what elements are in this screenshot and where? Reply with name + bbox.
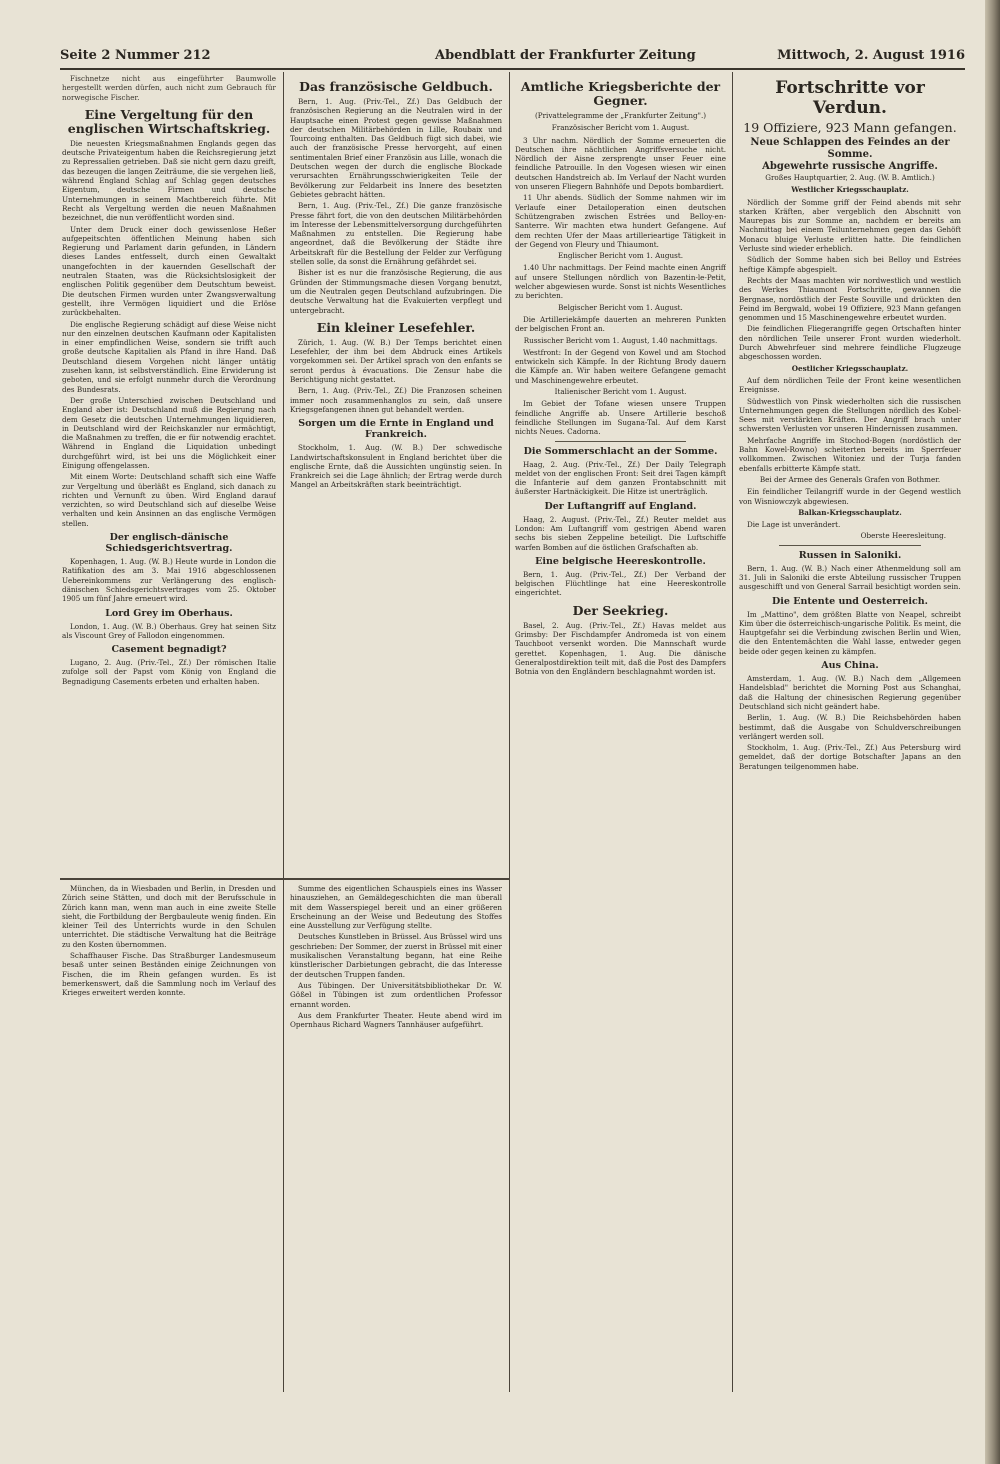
intro-text: Fischnetze nicht aus eingeführter Baumwolle hergestellt werden dürfen, auch nicht zum Gebrauch für norwegische Fischer. bbox=[62, 74, 276, 102]
column-3 bbox=[515, 74, 726, 1389]
section-heading: Westlicher Kriegsschauplatz. bbox=[791, 185, 909, 195]
article-paragraph: Im „Mattino", dem größten Blatte von Neapel, schreibt Kim über die österreichisch-ungarische Politik. Es meint, die Hauptgefahr sei die Verbindung zwischen Berlin und Wien, die den Ententemächten die Wahl lasse, entweder gegen beide oder gegen keinen zu kämpfen. bbox=[739, 609, 961, 656]
article-paragraph: Bern, 1. Aug. (Priv.-Tel., Zf.) Der Verband der belgischen Flüchtlinge hat eine Heereskontrolle eingerichtet. bbox=[515, 569, 726, 598]
section-heading: Balkan-Kriegsschauplatz. bbox=[798, 507, 902, 517]
article-paragraph: Auf dem nördlichen Teile der Front keine wesentlichen Ereignisse. bbox=[739, 375, 961, 395]
article-paragraph: Bern, 1. Aug. (W. B.) Nach einer Athenmeldung soll am 31. Juli in Saloniki die erste Abteilung russischer Truppen ausgeschifft und von General Sarrail besichtigt worden sein. bbox=[739, 563, 961, 592]
feuilleton-paragraph: Summe des eigentlichen Schauspiels eines ins Wasser hinausziehen, an Gemäldegeschichten die man überall mit dem Wasserspiegel bereit und an einer größeren Erscheinung an der Weise und Bedeutung des Stoffes eine Ausstellung zur Verfügung stellte. bbox=[290, 884, 502, 931]
article-paragraph: Amsterdam, 1. Aug. (W. B.) Nach dem „Allgemeen Handelsblad" berichtet die Morning Post aus Schanghai, daß die Haltung der chinesischen Regierung gegenüber Deutschland sich nicht geändert habe. bbox=[739, 674, 961, 711]
binding-edge bbox=[985, 0, 1000, 1464]
headline-saloniki: Russen in Saloniki. bbox=[798, 549, 902, 561]
headline-vergeltung: Eine Vergeltung für den englischen Wirtschaftskrieg. bbox=[67, 106, 271, 136]
report-heading: Englischer Bericht vom 1. August. bbox=[557, 251, 684, 261]
article-paragraph: Kopenhagen, 1. Aug. (W. B.) Heute wurde in London die Ratifikation des am 3. Mai 1916 abgeschlossenen Uebereinkommens zur Verlängerung des englisch-dänischen Schiedsgerichtsvertrages vom 25. Oktober 1905 um fünf Jahre erneuert wird. bbox=[62, 557, 276, 604]
column-1 bbox=[62, 74, 276, 874]
section-heading: Bei der Armee des Generals Grafen von Bothmer. bbox=[759, 474, 941, 484]
article-paragraph: 11 Uhr abends. Südlich der Somme nahmen wir im Verlaufe einer Detailoperation einen deutschen Schützengraben zwischen Estrées und Belloy-en-Santerre. Wir machten etwa hundert Gefangene. Auf dem rechten Ufer der Maas artillerieartige Tätigkeit in der Gegend von Fleury und Thiaumont. bbox=[515, 193, 726, 249]
headline-lord-grey: Lord Grey im Oberhaus. bbox=[105, 607, 233, 619]
article-paragraph: Haag, 2. Aug. (Priv.-Tel., Zf.) Der Daily Telegraph meldet von der englischen Front: Seit drei Tagen kämpft die Infanterie auf dem ganzen Frontabschnitt mit äußerster Hartnäckigkeit. Die Hitze ist unerträglich. bbox=[515, 459, 726, 497]
feuilleton-column-2 bbox=[290, 884, 502, 1389]
headline-gefangene: 19 Offiziere, 923 Mann gefangen. bbox=[743, 120, 957, 135]
issue-date: Mittwoch, 2. August 1916 bbox=[777, 48, 965, 63]
article-paragraph: Die neuesten Kriegsmaßnahmen Englands gegen das deutsche Privateigentum haben die Reichsregierung jetzt zu Repressalien getrieben. Daß sie nicht gern dazu greift, das bezeugen die langen Zeiträume, die sie vergehen ließ, während England Schlag auf Schlag gegen deutsches Eigentum, deutsche Firmen und deutsche Unternehmungen in seinem Machtbereich führte. Mit Recht als Vergeltung werden die neuen Maßnahmen bezeichnet, die nun veröffentlicht worden sind. bbox=[62, 138, 276, 223]
headline-sommerschlacht: Die Sommerschlacht an der Somme. bbox=[523, 445, 718, 457]
article-paragraph: Bern, 1. Aug. (Priv.-Tel., Zf.) Die ganze französische Presse fährt fort, die von den deutschen Militärbehörden im Interesse der Lebensmittelversorgung durchgeführten Maßnahmen zu entstellen. Die Regierung habe angeordnet, daß die Bevölkerung der Städte ihre Arbeitskraft für die Bestellung der Felder zur Verfügung stellen solle, da sonst die Ernährung gefährdet sei. bbox=[290, 201, 502, 267]
article-paragraph: Die feindlichen Fliegerangriffe gegen Ortschaften hinter den nördlichen Teile unserer Front wurden wiederholt. Durch Abwehrfeuer sind mehrere feindliche Flugzeuge abgeschossen worden. bbox=[739, 324, 961, 362]
article-paragraph: Mit einem Worte: Deutschland schafft sich eine Waffe zur Vergeltung und überläßt es England, sich danach zu richten und Vernunft zu üben. Wird England darauf verzichten, so wird Deutschland sich auf dieselbe Weise verhalten und kein Ansinnen an das englische Vermögen stellen. bbox=[62, 472, 276, 528]
article-paragraph: Westfront: In der Gegend von Kowel und am Stochod entwickeln sich Kämpfe. In der Richtung Brody dauern die Kämpfe an. Wir haben weitere Gefangene gemacht und Maschinengewehre erbeutet. bbox=[515, 347, 726, 385]
headline-amtliche-berichte: Amtliche Kriegsberichte der Gegner. bbox=[520, 79, 721, 108]
headline-luftangriff: Der Luftangriff auf England. bbox=[544, 500, 697, 512]
headline-seekrieg: Der Seekrieg. bbox=[572, 602, 669, 618]
article-paragraph: 1.40 Uhr nachmittags. Der Feind machte einen Angriff auf unsere Stellungen nördlich von Bazentin-le-Petit, welcher abgewiesen wurde. Sonst ist nichts Wesentliches zu berichten. bbox=[515, 263, 726, 301]
article-paragraph: Südlich der Somme haben sich bei Belloy und Estrées heftige Kämpfe abgespielt. bbox=[739, 255, 961, 274]
article-paragraph: Die Lage ist unverändert. bbox=[747, 520, 841, 530]
column-rule bbox=[732, 72, 733, 1392]
feuilleton-column-1 bbox=[62, 884, 276, 1389]
article-paragraph: Die englische Regierung schädigt auf diese Weise nicht nur den einzelnen deutschen Kaufmann oder Kapitalisten in einer empfindlichen Weise, sondern sie trifft auch große deutsche Kapitalien als Pfand in ihre Hand. Daß Deutschland diesem Vorgehen nicht länger untätig zusehen kann, ist selbstverständlich. Eine Erwiderung ist geboten, und sie erfolgt nunmehr durch die Verordnung des Bundesrats. bbox=[62, 319, 276, 394]
page-number: Seite 2 Nummer 212 bbox=[60, 48, 211, 63]
article-paragraph: Zürich, 1. Aug. (W. B.) Der Temps berichtet einen Lesefehler, der ihm bei dem Abdruck eines Artikels vorgekommen sei. Der Artikel sprach von den enfants se seront perdus à évacuations. Die Zensur habe die Berichtigung nicht gestattet. bbox=[290, 337, 502, 385]
feuilleton-paragraph: Aus Tübingen. Der Universitätsbibliothekar Dr. W. Gößel in Tübingen ist zum ordentlichen Professor ernannt worden. bbox=[290, 980, 502, 1009]
report-heading: Russischer Bericht vom 1. August, 1.40 nachmittags. bbox=[523, 335, 718, 345]
headline-abgewehrt: Abgewehrte russische Angriffe. bbox=[762, 161, 938, 172]
feuilleton-paragraph: Deutsches Kunstleben in Brüssel. Aus Brüssel wird uns geschrieben: Der Sommer, der zuerst in Brüssel mit einer musikalischen Veranstaltung begann, hat eine Reihe künstlerischer Darbietungen gebracht, die das Interesse der deutschen Truppen fanden. bbox=[290, 932, 502, 979]
dateline: Großes Hauptquartier, 2. Aug. (W. B. Amtlich.) bbox=[765, 173, 935, 182]
article-paragraph: Unter dem Druck einer doch gewissenlose Heßer aufgepeitschten öffentlichen Meinung haben sich Regierung und Parlament darin gefunden, in Ländern dieses Landes entfesselt, durch einen Gewaltakt unangefochten in der kauernden Gesellschaft der neutralen Staaten, was die Rücksichtslosigkeit der englischen Politik gegenüber dem Deutschtum beweist. Die deutschen Firmen wurden unter Zwangsverwaltung gestellt, ihre Vermögen liquidiert und die Erlöse zurückbehalten. bbox=[62, 224, 276, 318]
headline-casement: Casement begnadigt? bbox=[111, 644, 227, 656]
article-paragraph: Mehrfache Angriffe im Stochod-Bogen (nordöstlich der Bahn Kowel-Rowno) scheiterten bereits im Sperrfeuer vollkommen. Zwischen Witoniez und der Turja fanden ebenfalls erbitterte Kämpfe statt. bbox=[739, 435, 961, 473]
headline-lesefehler: Ein kleiner Lesefehler. bbox=[316, 319, 476, 335]
feuilleton-paragraph: Schaffhauser Fische. Das Straßburger Landesmuseum besaß unter seinen Beständen einige Zeichnungen von Fischen, die im Rhein gefangen wurden. Es ist bemerkenswert, daß die Sammlung noch im Verlauf des Krieges erweitert werden konnte. bbox=[62, 951, 276, 998]
headline-schlappen: Neue Schlappen des Feindes an der Somme. bbox=[750, 137, 950, 160]
article-paragraph: Nördlich der Somme griff der Feind abends mit sehr starken Kräften, aber vergeblich den Abschnitt von Maurepas bis zur Somme an, nachdem er bereits am Nachmittag bei einem Teilunternehmen gegen das Gehöft Monacu bluige Verluste erlitten hatte. Die feindlichen Verluste sind wieder erheblich. bbox=[739, 197, 961, 254]
column-rule bbox=[283, 72, 284, 1392]
article-paragraph: Bern, 1. Aug. (Priv.-Tel., Zf.) Das Geldbuch der französischen Regierung an die Neutralen wird in der Hauptsache einen Protest gegen gewisse Maßnahmen der deutschen Militärbehörden in Lille, Roubaix und Tourcoing enthalten. Das Geldbuch fügt sich dabei, wie auch der französische Presse hervorgeht, auf einen sentimentalen Brief einer Französin aus Lille, wonach die Deutschen wegen der durch die englische Blockade verursachten Ernährungsschwierigkeiten Teile der Bevölkerung zur Feldarbeit ins Innere des besetzten Gebietes gebracht hätten. bbox=[290, 97, 502, 199]
signature: Oberste Heeresleitung. bbox=[860, 531, 946, 541]
column-4 bbox=[739, 74, 961, 1389]
article-paragraph: Lugano, 2. Aug. (Priv.-Tel., Zf.) Der römischen Italie zufolge soll der Papst vom König von England die Begnadigung Casements erbeten und erhalten haben. bbox=[62, 658, 276, 686]
headline-verdun: Fortschritte vor Verdun. bbox=[775, 78, 925, 118]
headline-entente: Die Entente und Oesterreich. bbox=[772, 595, 928, 607]
article-paragraph: Ein feindlicher Teilangriff wurde in der Gegend westlich von Wisniowczyk abgewiesen. bbox=[739, 487, 961, 506]
report-heading: Belgischer Bericht vom 1. August. bbox=[558, 302, 683, 312]
report-heading: Italienischer Bericht vom 1. August. bbox=[554, 387, 687, 397]
article-paragraph: London, 1. Aug. (W. B.) Oberhaus. Grey hat seinen Sitz als Viscount Grey of Fallodon eingenommen. bbox=[62, 621, 276, 640]
article-paragraph: Bisher ist es nur die französische Regierung, die aus Gründen der Stimmungsmache diesen Vorgang benutzt, um die Neutralen gegen Deutschland aufzubringen. Die deutsche Verwaltung hat die Evakuierten verpflegt und untergebracht. bbox=[290, 268, 502, 315]
divider bbox=[779, 545, 921, 546]
article-paragraph: Bern, 1. Aug. (Priv.-Tel., Zf.) Die Franzosen scheinen immer noch zusammenhanglos zu sein, daß unsere Kriegsgefangenen ihnen gut behandelt werden. bbox=[290, 386, 502, 414]
article-paragraph: Im Gebiet der Tofane wiesen unsere Truppen feindliche Angriffe ab. Unsere Artillerie beschoß feindliche Stellungen im Sugana-Tal. Auf dem Karst nichts Neues. Cadorna. bbox=[515, 399, 726, 437]
feuilleton-paragraph: Aus dem Frankfurter Theater. Heute abend wird im Opernhaus Richard Wagners Tannhäuser aufgeführt. bbox=[290, 1010, 502, 1030]
feuilleton-paragraph: München, da in Wiesbaden und Berlin, in Dresden und Zürich seine Stätten, und doch mit der Berufsschule in Zürich kann man, wenn man auch in eine zweite Stelle sieht, die Fortbildung der Bergbauleute wenig finden. Ein kleiner Teil des Unterrichts wurde in den Schulen unterrichtet. Die städtische Verwaltung hat die Beiträge zu den Kosten übernommen. bbox=[62, 884, 276, 949]
article-paragraph: Der große Unterschied zwischen Deutschland und England aber ist: Deutschland muß die Regierung nach dem Gesetz die deutschen Unternehmungen liquidieren, in Deutschland wird der Reichskanzler nur ermächtigt, die Maßnahmen zu treffen, die er für notwendig erachtet. Während in England die Liquidation unbedingt durchgeführt wird, ist bei uns die Möglichkeit einer Einigung offengelassen. bbox=[62, 395, 276, 470]
report-heading: Französischer Bericht vom 1. August. bbox=[551, 123, 690, 133]
page-header bbox=[60, 48, 965, 70]
headline-ernte: Sorgen um die Ernte in England und Frankreich. bbox=[298, 418, 494, 441]
article-paragraph: Haag, 2. August. (Priv.-Tel., Zf.) Reuter meldet aus London: Am Luftangriff vom gestrigen Abend waren sechs bis sieben Zeppeline beteiligt. Die Luftschiffe warfen Bomben auf die östlichen Grafschaften ab. bbox=[515, 514, 726, 552]
subheading: (Privattelegramme der „Frankfurter Zeitung".) bbox=[534, 111, 707, 120]
article-paragraph: Die Artilleriekämpfe dauerten an mehreren Punkten der belgischen Front an. bbox=[515, 314, 726, 334]
article-paragraph: Rechts der Maas machten wir nordwestlich und westlich des Werkes Thiaumont Fortschritte, gewannen die Bergnase, nordöstlich der Feste Souville und drückten den Feind im Bergwald, wobei 19 Offiziere, 923 Mann gefangen genommen und 15 Maschinengewehre erbeutet wurden. bbox=[739, 275, 961, 323]
article-paragraph: Stockholm, 1. Aug. (Priv.-Tel., Zf.) Aus Petersburg wird gemeldet, daß der dortige Botschafter Japans an den Beratungen teilgenommen habe. bbox=[739, 743, 961, 771]
article-paragraph: Südwestlich von Pinsk wiederholten sich die russischen Unternehmungen gegen die Stellungen nördlich des Kobel-Sees mit verstärkten Kräften. Der Angriff brach unter schwersten Verlusten vor unseren Hindernissen zusammen. bbox=[739, 396, 961, 434]
headline-schiedsgericht: Der englisch-dänische Schiedsgerichtsvertrag. bbox=[105, 532, 233, 555]
headline-china: Aus China. bbox=[821, 660, 879, 672]
newspaper-title: Abendblatt der Frankfurter Zeitung bbox=[435, 48, 696, 63]
article-paragraph: 3 Uhr nachm. Nördlich der Somme erneuerten die Deutschen ihre nächtlichen Angriffsversuche nicht. Nördlich der Aisne zersprengte unser Feuer eine feindliche Patrouille. In den Vogesen wiesen wir einen deutschen Handstreich ab. Im Verlauf der Nacht wurden von unseren Fliegern Bahnhöfe und Depots bombardiert. bbox=[515, 135, 726, 192]
article-paragraph: Stockholm, 1. Aug. (W. B.) Der schwedische Landwirtschaftskonsulent in England berichtet über die englische Ernte, daß die Aussichten ungünstig seien. In Frankreich sei die Lage ähnlich; der Ertrag werde durch Mangel an Arbeitskräften stark beeinträchtigt. bbox=[290, 443, 502, 490]
feuilleton-rule bbox=[60, 878, 509, 880]
section-heading: Oestlicher Kriegsschauplatz. bbox=[791, 363, 909, 373]
divider bbox=[555, 441, 686, 442]
headline-geldbuch: Das französische Geldbuch. bbox=[299, 79, 493, 94]
article-paragraph: Berlin, 1. Aug. (W. B.) Die Reichsbehörden haben bestimmt, daß die Ausgabe von Schuldverschreibungen verlängert werden soll. bbox=[739, 713, 961, 741]
headline-heereskontrolle: Eine belgische Heereskontrolle. bbox=[535, 555, 706, 567]
article-paragraph: Basel, 2. Aug. (Priv.-Tel., Zf.) Havas meldet aus Grimsby: Der Fischdampfer Andromeda ist von einem Tauchboot versenkt worden. Die Mannschaft wurde gerettet. Kopenhagen, 1. Aug. Die dänische Generalpostdirektion teilt mit, daß die Post des Dampfers Botnia von den Engländern beschlagnahmt worden ist. bbox=[515, 620, 726, 677]
column-2 bbox=[290, 74, 502, 874]
column-rule bbox=[509, 72, 510, 1392]
